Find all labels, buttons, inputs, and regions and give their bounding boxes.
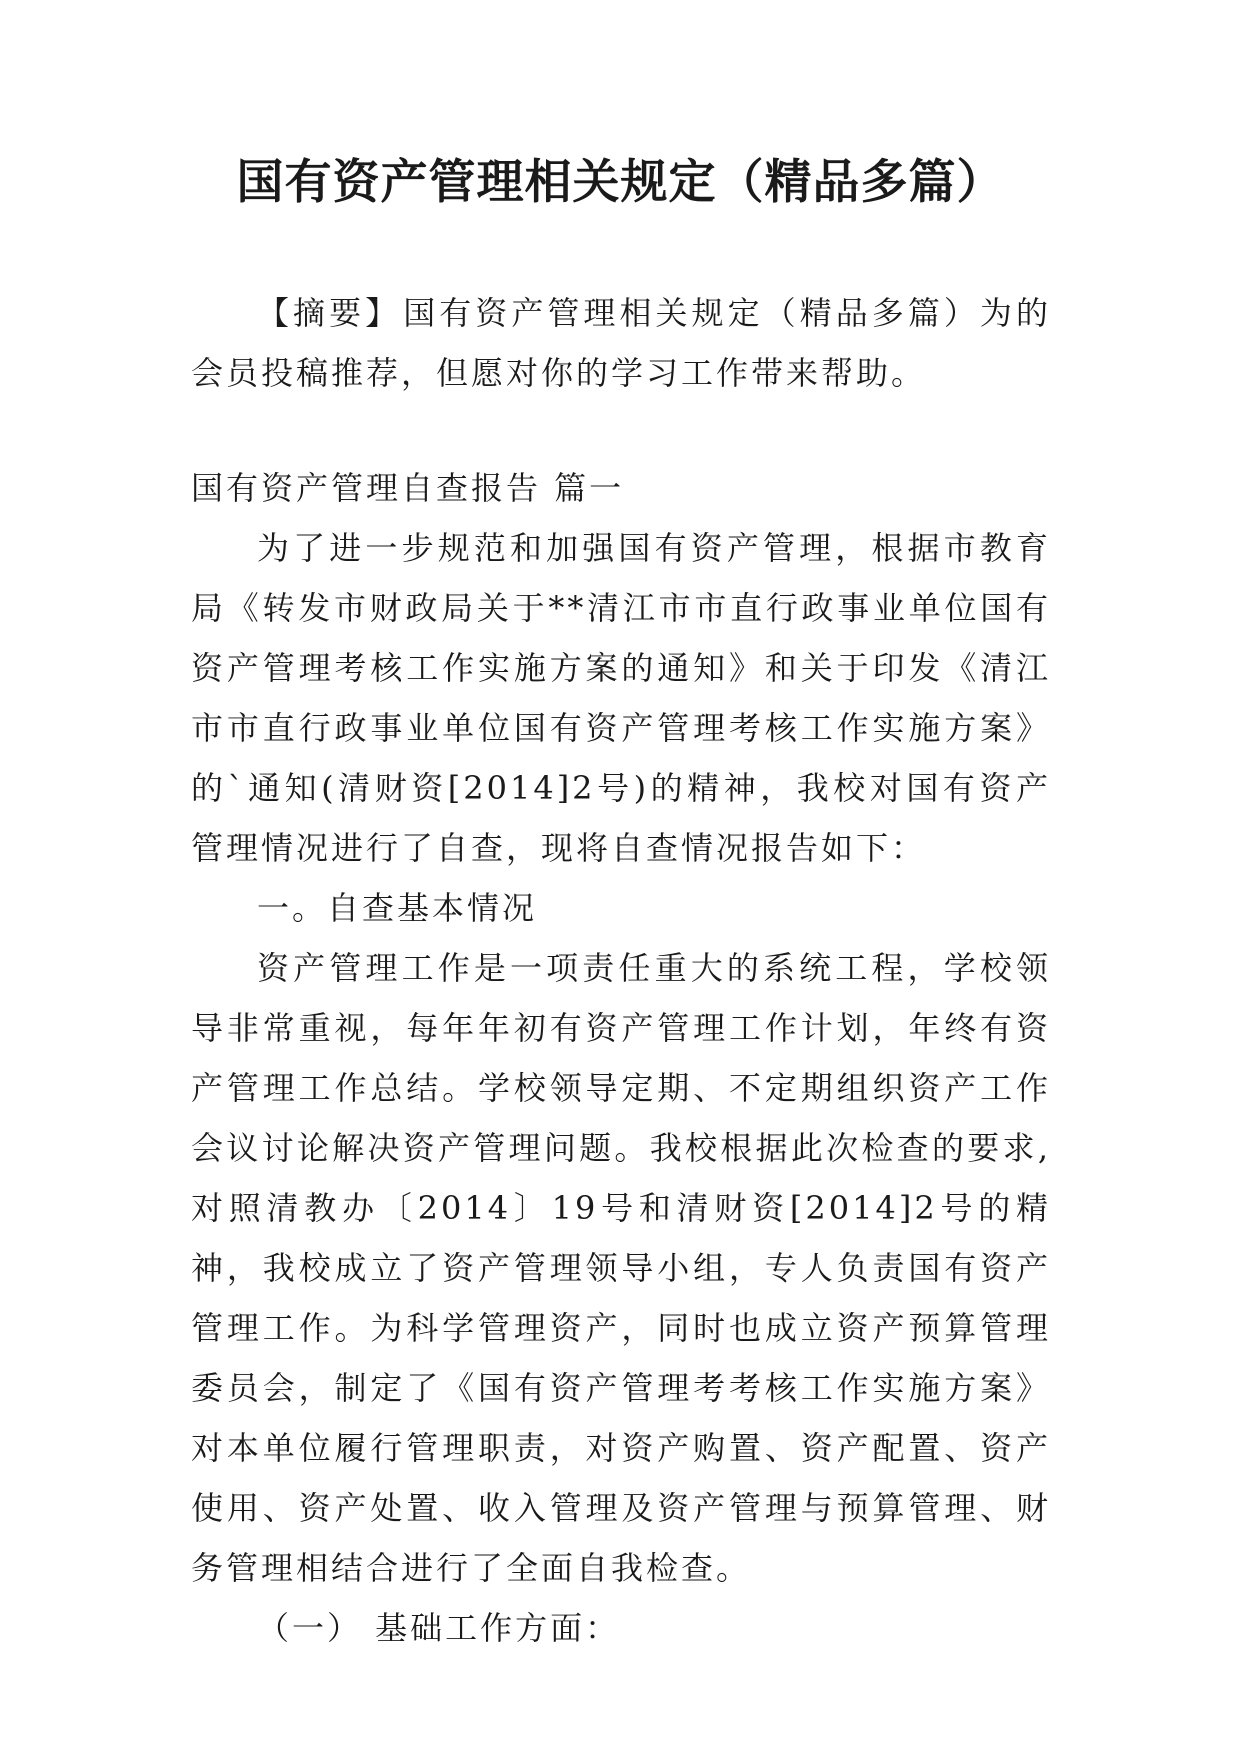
body-paragraph-intro: 为了进一步规范和加强国有资产管理，根据市教育局《转发市财政局关于**清江市市直行政事业单位国有资产管理考核工作实施方案的通知》和关于印发《清江市市直行政事业单位国有资产管理考核工作实施方案》的`通知(清财资[2014]2号)的精神，我校对国有资产管理情况进行了自查，现将自查情况报告如下： bbox=[191, 529, 1051, 867]
abstract-block bbox=[191, 283, 1051, 403]
body-heading-basic-work: （一） 基础工作方面： bbox=[257, 1609, 621, 1647]
document-title: 国有资产管理相关规定（精品多篇） bbox=[236, 155, 1005, 210]
abstract-label: 【摘要】 bbox=[257, 294, 402, 332]
abstract-text: 国有资产管理相关规定（精品多篇）为的会员投稿推荐，但愿对你的学习工作带来帮助。 bbox=[191, 294, 1051, 392]
body-paragraph-management: 资产管理工作是一项责任重大的系统工程，学校领导非常重视，每年年初有资产管理工作计划，年终有资产管理工作总结。学校领导定期、不定期组织资产工作会议讨论解决资产管理问题。我校根据此次检查的要求,对照清教办〔2014〕19号和清财资[2014]2号的精神，我校成立了资产管理领导小组，专人负责国有资产管理工作。为科学管理资产，同时也成立资产预算管理委员会，制定了《国有资产管理考考核工作实施方案》对本单位履行管理职责，对资产购置、资产配置、资产使用、资产处置、收入管理及资产管理与预算管理、财务管理相结合进行了全面自我检查。 bbox=[191, 949, 1051, 1587]
body-heading-basic-situation: 一。自查基本情况 bbox=[257, 889, 538, 927]
abstract-paragraph bbox=[191, 283, 1051, 403]
section-heading: 国有资产管理自查报告 篇一 bbox=[191, 469, 625, 507]
section-body bbox=[191, 458, 1051, 1658]
